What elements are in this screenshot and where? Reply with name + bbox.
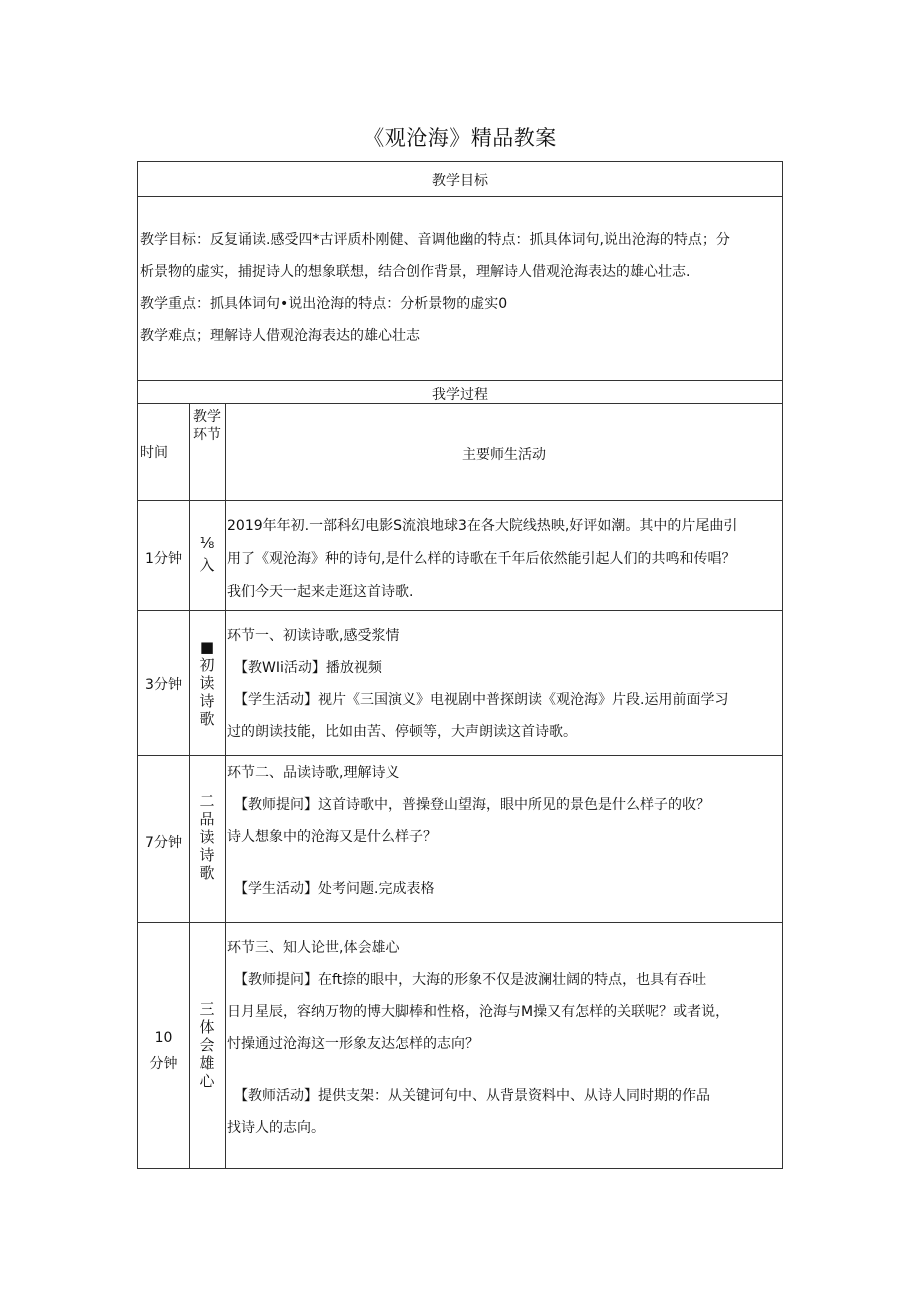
activity-line: 【教师提问】在ft捺的眼中，大海的形象不仅是波澜壮阔的特点，也具有吞吐 [227,972,707,988]
row-stage [189,792,225,882]
activity-line: 【教师提问】这首诗歌中，普操登山望海，眼中所见的景色是什么样子的收？ [227,797,710,813]
row-stage-char: 读 [199,674,215,692]
row-stage [189,534,225,574]
row-stage-char: 初 [199,656,215,674]
row-stage-char: 心 [199,1072,215,1090]
row-stage [189,638,225,728]
table-rule [138,380,782,381]
row-stage-char: 三 [199,1000,215,1018]
row-stage-char: 品 [199,810,215,828]
activity-line: 找诗人的志向。 [227,1120,325,1136]
row-stage-char: ■ [199,638,215,656]
row-stage-char: 歌 [199,710,215,728]
row-activity [227,932,779,1144]
row-stage-char: 歌 [199,864,215,882]
row-stage-char: 诗 [199,692,215,710]
activity-line: 环节三、知人论世,体会雄心 [227,940,400,956]
row-stage-char: 读 [199,828,215,846]
row-stage-char: ⅛ [199,534,215,552]
row-time-line: 10 [154,1030,173,1046]
activity-line: 过的朗读技能，比如由苦、停顿等，大声朗读这首诗歌。 [227,724,577,740]
goals-header: 教学目标 [432,173,488,189]
row-activity [227,510,779,609]
row-stage-char: 体 [199,1018,215,1036]
row-stage-char: 诗 [199,846,215,864]
table-rule [138,922,782,923]
difficulty-line: 教学难点；理解诗人借观沧海表达的雄心壮志 [140,328,420,344]
table-rule [138,755,782,756]
activity-line: 【教WIi活动】播放视频 [227,660,382,676]
goals-line: 析景物的虚实，捕捉诗人的想象联想，结合创作背景，理解诗人借观沧海表达的雄心壮志. [140,264,691,280]
row-stage-char: 二 [199,792,215,810]
column-rule [225,403,226,1168]
activity-line: 环节一、初读诗歌,感受浆情 [227,628,400,644]
activity-line [227,853,779,873]
row-stage-char: 入 [199,556,215,574]
activity-line: 【教师活动】提供支架：从关键诃句中、从背景资料中、从诗人同时期的作品 [227,1088,710,1104]
row-time: 7分钟 [145,835,182,851]
goals-block [140,224,780,352]
row-time [138,1025,189,1077]
activity-line: 我们今天一起来走逛这首诗歌. [227,584,414,600]
row-time: 1分钟 [145,551,182,567]
column-header-stage-line: 环节 [193,427,221,443]
table-rule [138,610,782,611]
table-rule [138,196,782,197]
activity-line: 环节二、品读诗歌,理解诗义 [227,765,400,781]
activity-line: 2019年年初.一部科幻电影S流浪地球3在各大院线热映,好评如潮。其中的片尾曲引 [227,518,738,534]
row-stage-char: 会 [199,1036,215,1054]
lesson-plan-table [137,161,783,1169]
activity-line: 日月星辰，容纳万物的博大脚棒和性格，沧海与M操又有怎样的关联呢？或者说， [227,1004,730,1020]
focus-line: 教学重点：抓具体词句•说出沧海的特点：分析景物的虚实0 [140,296,508,312]
column-header-stage [189,408,225,444]
column-header-time: 时间 [140,445,168,461]
activity-line: 【学生活动】视片《三国演义》电视剧中普探朗读《观沧海》片段.运用前面学习 [227,692,729,708]
activity-line: 【学生活动】处考问题.完成表格 [227,881,435,897]
row-stage-char: 雄 [199,1054,215,1072]
row-activity [227,757,779,905]
document-title: 《观沧海》精品教案 [363,126,557,150]
row-stage [189,1000,225,1090]
row-activity [227,620,779,748]
column-header-stage-line: 教学 [193,409,221,425]
activity-line [227,1060,779,1080]
activity-line: 诗人想象中的沧海又是什么样子？ [227,829,437,845]
activity-line: 忖操通过沧海这一形象友达怎样的志向？ [227,1036,479,1052]
goals-line: 教学目标：反复诵读.感受四*古评质朴刚健、音调他幽的特点：抓具体词句,说出沧海的特点；分 [140,232,730,248]
row-time-line: 分钟 [149,1056,178,1072]
table-rule [138,500,782,501]
row-time: 3分钟 [145,677,182,693]
process-header: 我学过程 [432,387,488,403]
column-header-activity: 主要师生活动 [462,447,546,463]
activity-line: 用了《观沧海》种的诗句,是什么样的诗歌在千年后依然能引起人们的共鸣和传唱？ [227,551,736,567]
